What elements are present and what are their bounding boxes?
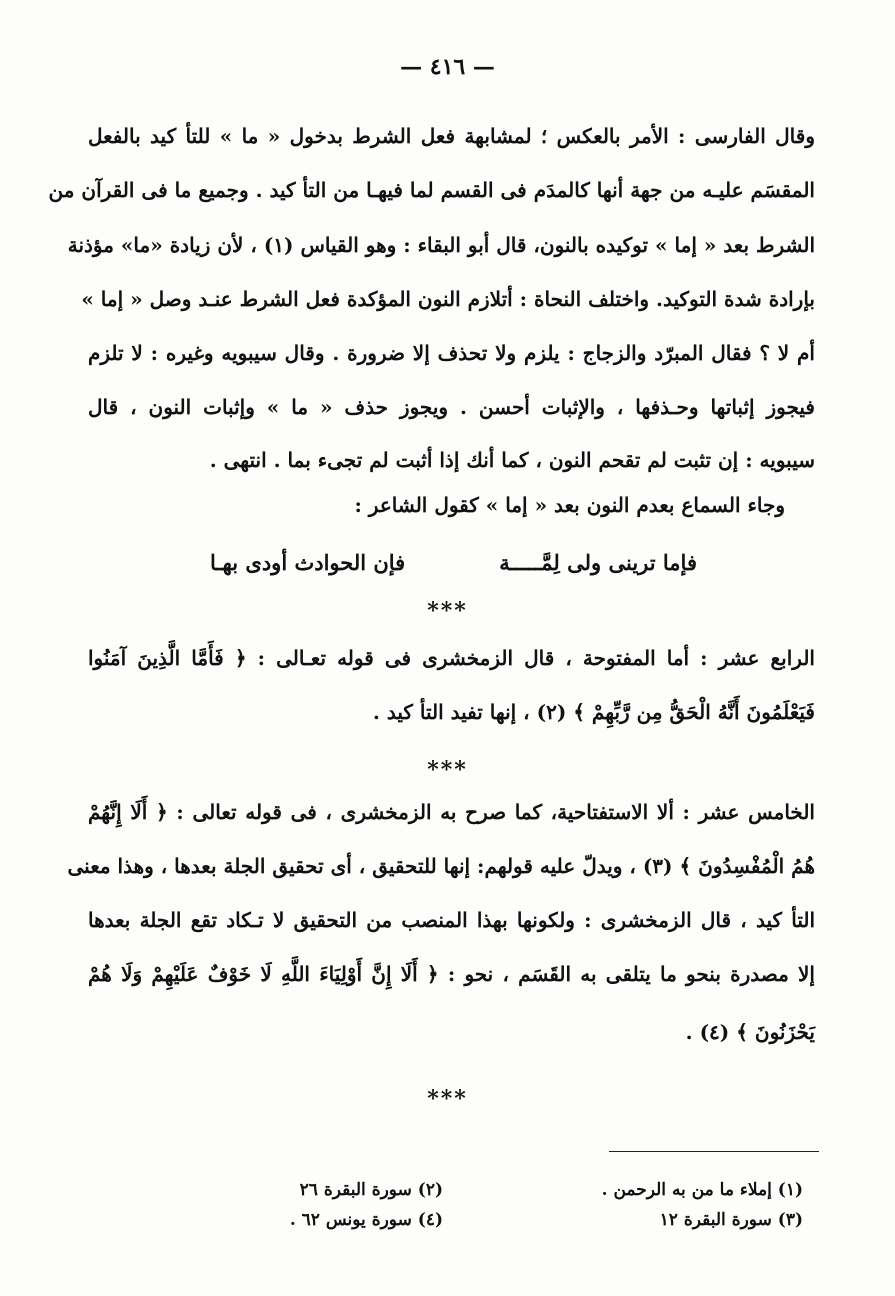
- footnote-1: (١) إملاء ما من به الرحمن .: [601, 1180, 803, 1200]
- paragraph-fourteenth: [88, 646, 815, 736]
- paragraph-farisi: [48, 124, 815, 472]
- section-separator: ***: [427, 598, 468, 624]
- section-separator: ***: [427, 757, 468, 783]
- text-line: فيجوز إثباتها وحـذفها ، والإثبات أحسن . ويجوز حذف « ما » وإثبات النون ، قال: [88, 395, 815, 419]
- text-line: وجاء السماع بعدم النون بعد « إما » كقول الشاعر :: [354, 493, 785, 517]
- text-line: الشرط بعد « إما » توكيده بالنون، قال أبو البقاء : وهو القياس (١) ، لأن زيادة «ما» مؤذنة: [67, 233, 815, 257]
- text-line: أم لا ؟ فقال المبرّد والزجاج : يلزم ولا تحذف إلا ضرورة . وقال سيبويه وغيره : لا تلزم: [88, 341, 815, 365]
- text-line: وقال الفارسى : الأمر بالعكس ؛ لمشابهة فعل الشرط بدخول « ما » للتأ كيد بالفعل: [88, 124, 815, 148]
- verse-hemistich-second: فإن الحوادث أودى بهـا: [210, 550, 406, 575]
- text-line: الرابع عشر : أما المفتوحة ، قال الزمخشرى فى قوله تعـالى : ﴿ فَأَمَّا الَّذِينَ آمَنُوا: [88, 646, 815, 670]
- text-line: هُمُ الْمُفْسِدُونَ ﴾ (٣) ، ويدلّ عليه قولهم: إنها للتحقيق ، أى تحقيق الجلة بعدها ، وهذا معنى: [67, 854, 815, 878]
- text-line: التأ كيد ، قال الزمخشرى : ولكونها بهذا المنصب من التحقيق لا تـكاد تقع الجلة بعدها: [88, 908, 816, 932]
- text-line: المقسَم عليـه من جهة أنها كالمدَم فى القسم لما فيهـا من التأ كيد . وجميع ما فى القرآن من: [48, 178, 815, 202]
- text-line: الخامس عشر : ألا الاستفتاحية، كما صرح به الزمخشرى ، فى قوله تعالى : ﴿ أَلَا إِنَّهُمْ: [88, 800, 815, 824]
- text-line: سيبويه : إن تثبت لم تقحم النون ، كما أنك إذا أثبت لم تجىء بما . انتهى .: [209, 448, 815, 472]
- text-line: فَيَعْلَمُونَ أَنَّهُ الْحَقُّ مِن رَّبِّهِمْ ﴾ (٢) ، إنها تفيد التأ كيد .: [372, 700, 815, 724]
- footnote-2: (٢) سورة البقرة ٢٦: [299, 1180, 443, 1200]
- text-line: بإرادة شدة التوكيد. واختلف النحاة : أتلازم النون المؤكدة فعل الشرط عنـد وصل « إما »: [81, 287, 815, 311]
- footnote-4: (٤) سورة يونس ٦٢ .: [289, 1210, 443, 1230]
- footnote-rule: [609, 1151, 819, 1152]
- text-line: يَحْزَنُونَ ﴾ (٤) .: [685, 1020, 815, 1044]
- verse-hemistich-first: فإما ترينى ولى لِمَّـــــة: [499, 550, 697, 575]
- paragraph-fifteenth: [67, 800, 816, 1060]
- footnote-3: (٣) سورة البقرة ١٢: [659, 1210, 803, 1230]
- text-line: إلا مصدرة بنحو ما يتلقى به القَسَم ، نحو : ﴿ أَلَا إِنَّ أَوْلِيَاءَ اللَّهِ لَا خَوْفٌ عَلَيْهِمْ وَلَا هُمْ: [88, 962, 815, 986]
- section-separator: ***: [427, 1086, 468, 1112]
- paragraph-sama: [340, 493, 785, 523]
- page-number: — ٤١٦ —: [400, 54, 495, 80]
